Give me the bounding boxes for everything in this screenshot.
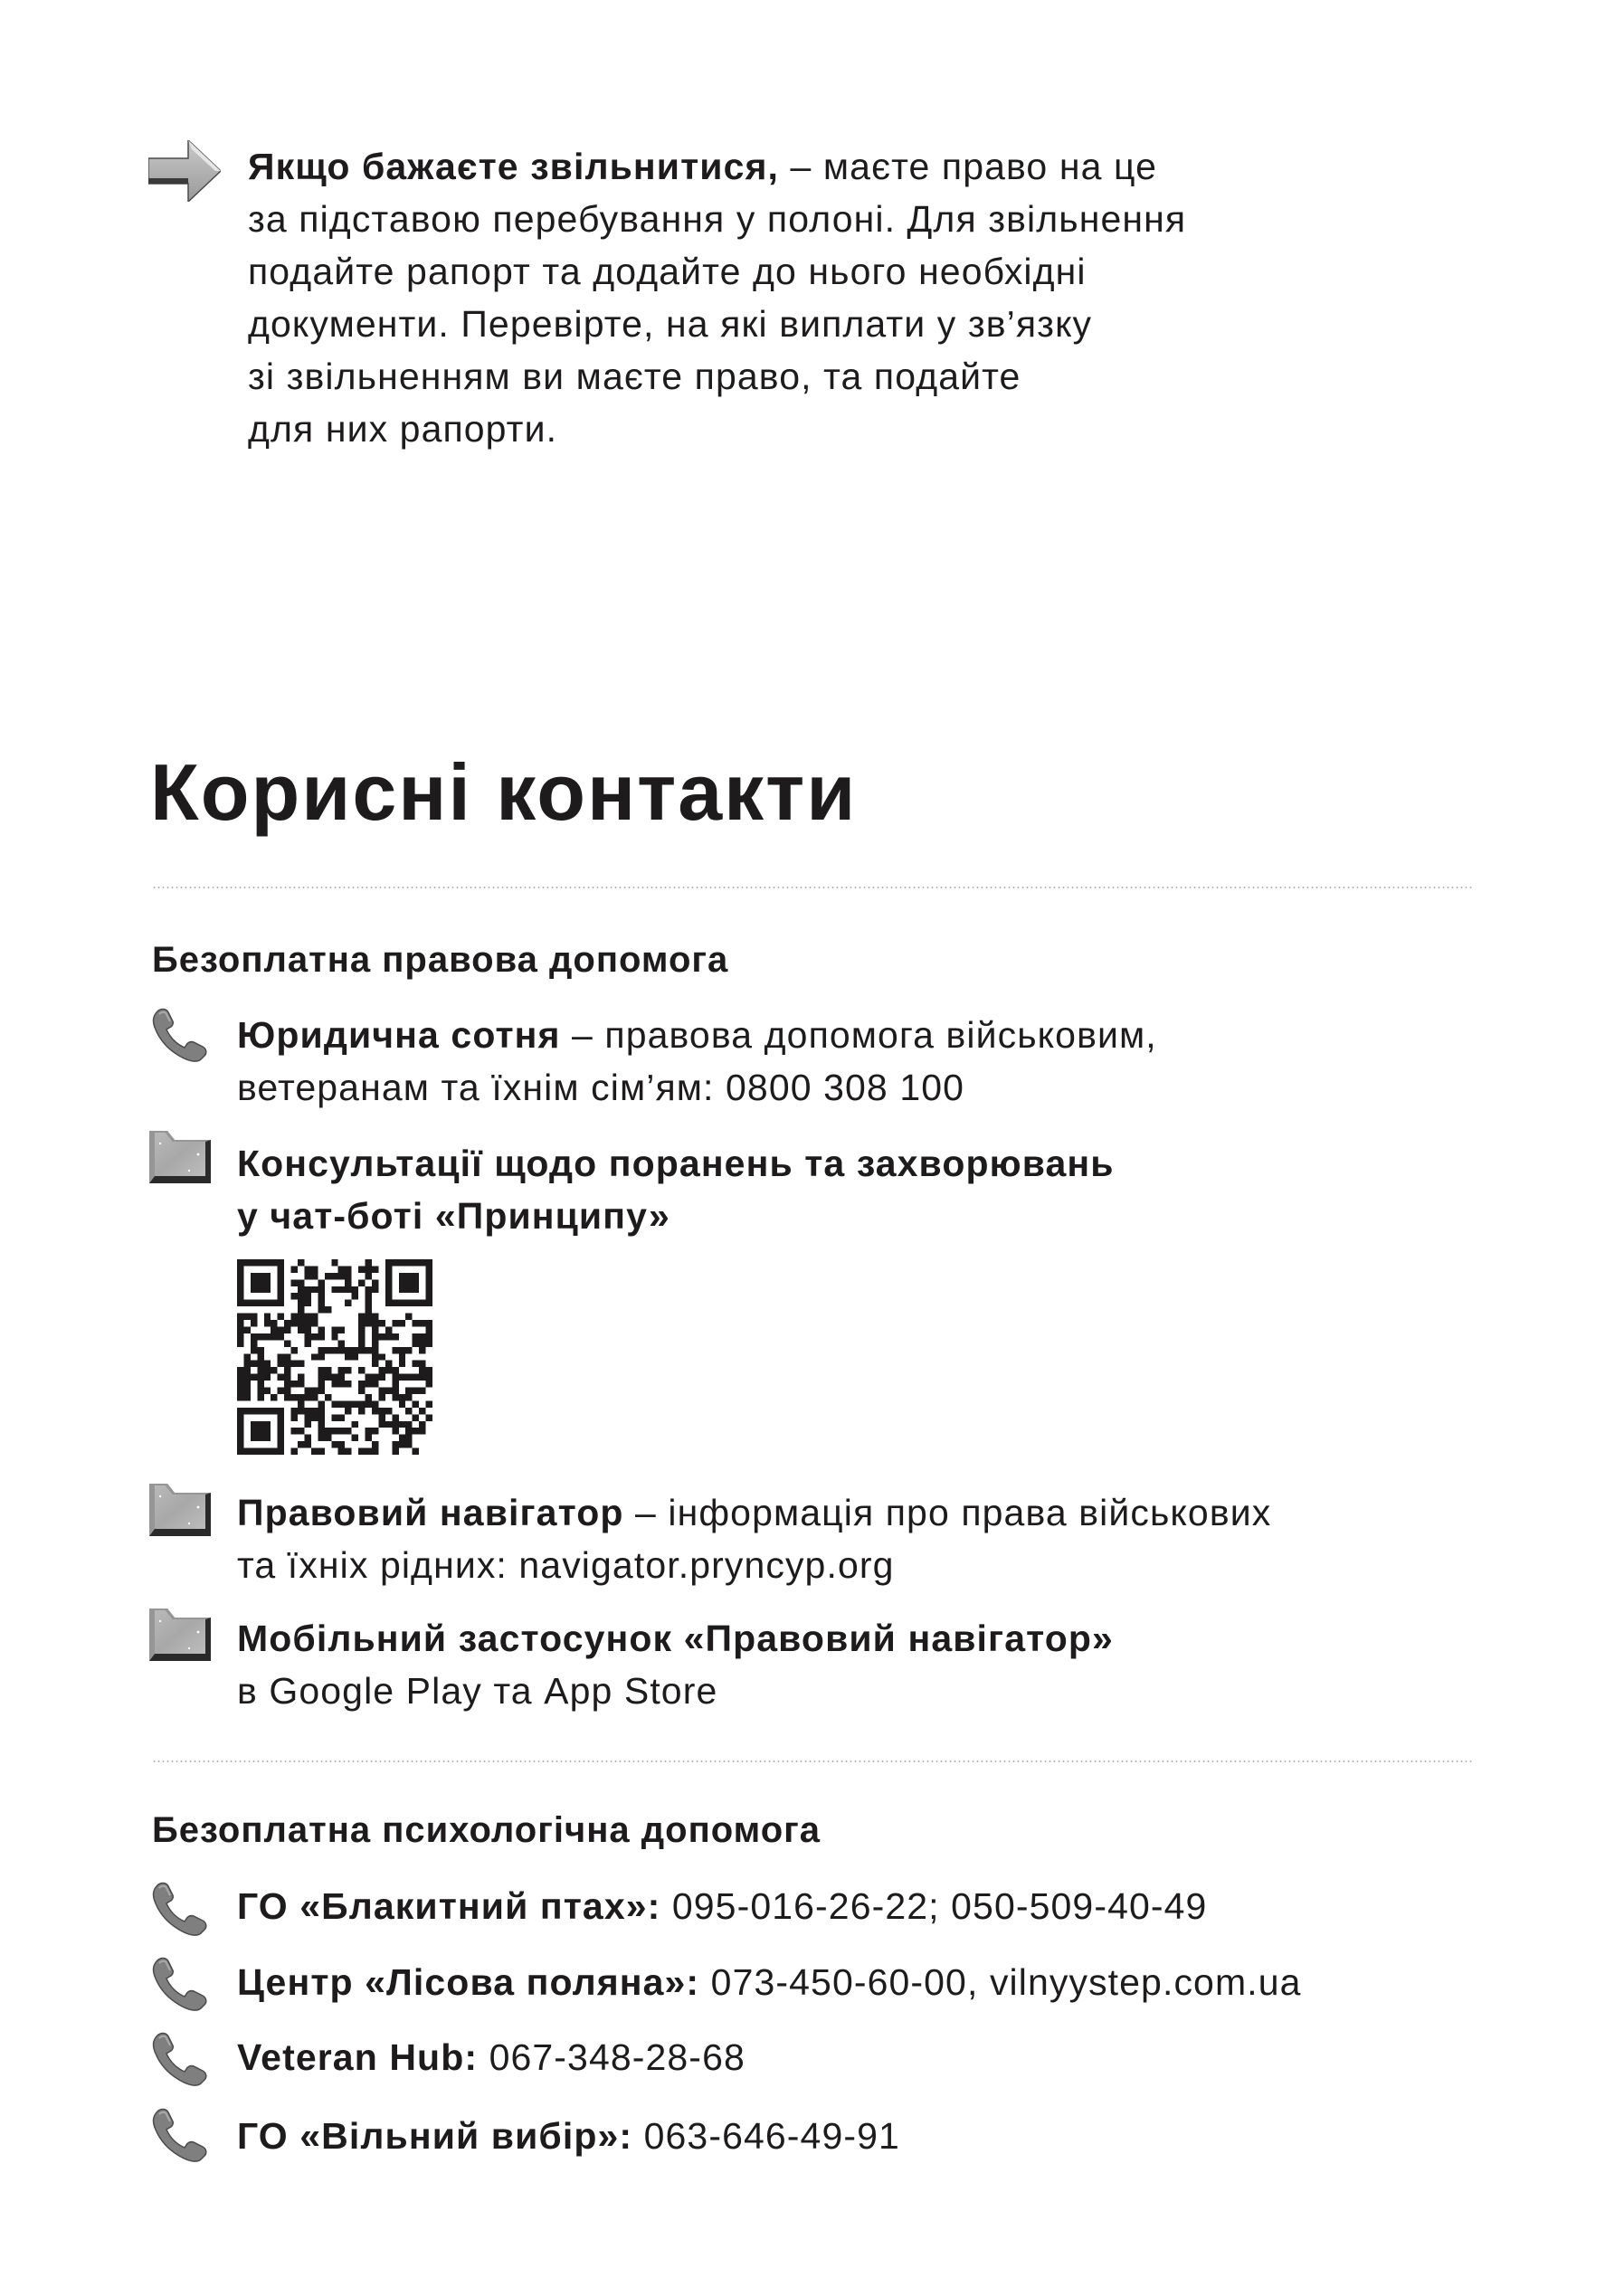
psych-item-4	[237, 2110, 900, 2162]
qr-code[interactable]	[237, 1259, 432, 1455]
intro-lead-bold: Якщо бажаєте звільнитися,	[248, 146, 779, 187]
phone-icon	[152, 1957, 208, 2011]
intro-paragraph-line-2: за підставою перебування у полоні. Для звільнення	[248, 198, 1187, 240]
psych-item-3-contact: 067-348-28-68	[478, 2036, 746, 2078]
intro-paragraph-line-6: для них рапорти.	[248, 408, 558, 450]
legal-item-4-line-2: в Google Play та App Store	[237, 1670, 718, 1712]
legal-item-3-desc: – інформація про права військових	[623, 1492, 1272, 1533]
legal-item-2-line-1: Консультації щодо поранень та захворювань	[237, 1143, 1115, 1184]
page-title: Корисні контакти	[150, 747, 858, 837]
legal-item-3-line-1	[237, 1486, 1271, 1539]
psych-item-2-name: Центр «Лісова поляна»:	[237, 1961, 700, 2003]
psych-item-3-name: Veteran Hub:	[237, 2036, 479, 2078]
section-title-legal: Безоплатна правова допомога	[152, 940, 729, 980]
psych-item-2-contact: 073-450-60-00, vilnyystep.com.ua	[699, 1961, 1302, 2003]
folder-icon	[149, 1131, 211, 1183]
intro-paragraph-line-4: документи. Перевірте, на які виплати у зв’язку	[248, 303, 1093, 345]
phone-icon	[152, 1008, 208, 1062]
intro-paragraph-line-3: подайте рапорт та додайте до нього необхідні	[248, 251, 1087, 292]
folder-icon	[149, 1608, 211, 1661]
legal-item-1-desc: – правова допомога військовим,	[560, 1014, 1157, 1056]
psych-item-1-contact: 095-016-26-22; 050-509-40-49	[660, 1885, 1208, 1927]
psych-item-2	[237, 1956, 1302, 2008]
divider	[152, 887, 1473, 888]
legal-item-1-line-1	[237, 1009, 1157, 1061]
legal-item-2-line-2: у чат-боті «Принципу»	[237, 1195, 670, 1237]
section-title-psych: Безоплатна психологічна допомога	[152, 1810, 821, 1850]
psych-item-1-name: ГО «Блакитний птах»:	[237, 1885, 661, 1927]
divider	[152, 1760, 1473, 1762]
intro-paragraph-line-5: зі звільненням ви маєте право, та подайте	[248, 356, 1021, 397]
legal-item-1-name: Юридична сотня	[237, 1014, 561, 1056]
phone-icon	[152, 2108, 208, 2162]
intro-lead-rest: – маєте право на це	[779, 146, 1157, 187]
phone-icon	[152, 2032, 208, 2086]
legal-item-3-name: Правовий навігатор	[237, 1492, 624, 1533]
legal-item-4-line-1: Мобільний застосунок «Правовий навігатор»	[237, 1618, 1114, 1659]
legal-item-3-line-2: та їхніх рідних: navigator.pryncyp.org	[237, 1544, 895, 1586]
psych-item-4-contact: 063-646-49-91	[632, 2115, 900, 2157]
legal-item-1-line-2: ветеранам та їхнім сім’ям: 0800 308 100	[237, 1067, 965, 1108]
folder-icon	[149, 1484, 211, 1536]
psych-item-1	[237, 1880, 1207, 1932]
intro-paragraph-line-1	[248, 140, 1157, 193]
phone-icon	[152, 1882, 208, 1936]
psych-item-4-name: ГО «Вільний вибір»:	[237, 2115, 633, 2157]
psych-item-3	[237, 2031, 746, 2083]
arrow-right-icon	[148, 140, 221, 202]
